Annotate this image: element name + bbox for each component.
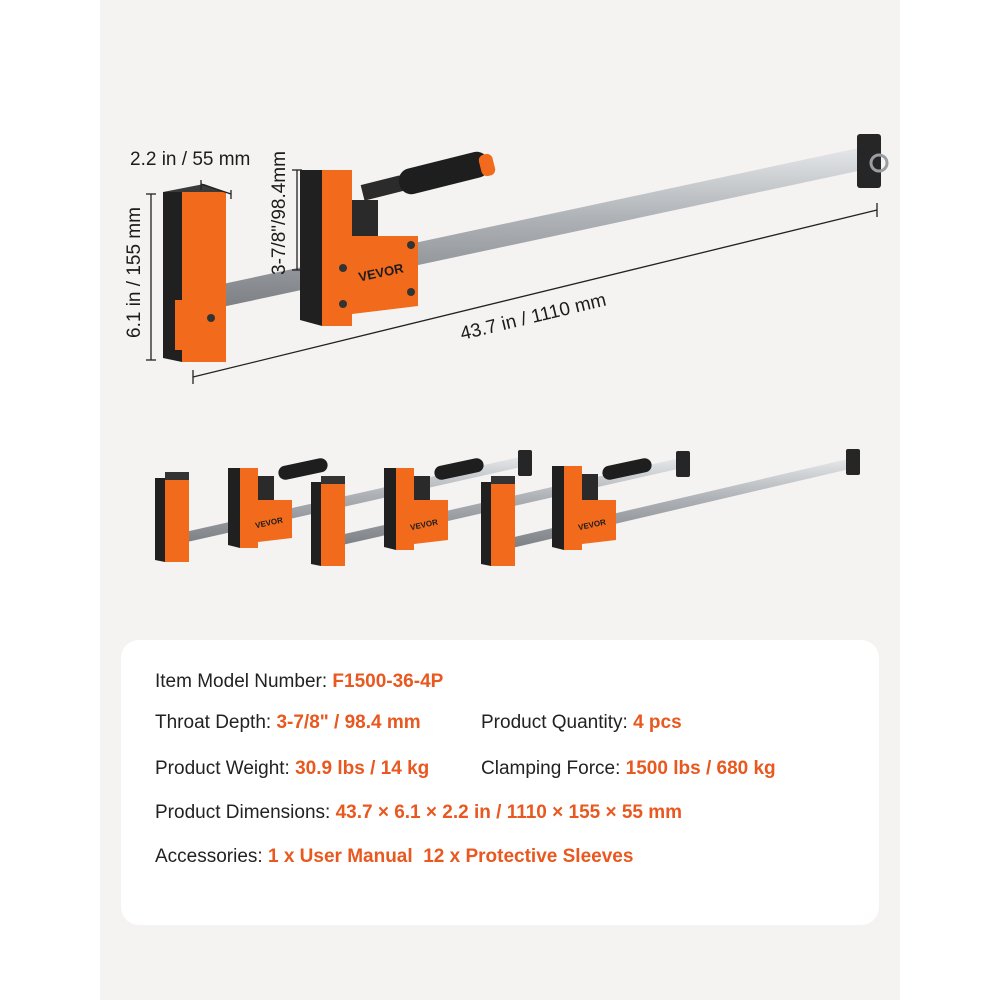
spec-throat-depth	[155, 712, 421, 734]
movable-jaw	[300, 170, 418, 326]
spec-accessories	[155, 846, 633, 868]
brand-logo: VEVOR	[577, 517, 607, 533]
brand-logo: VEVOR	[254, 515, 284, 531]
clamp-handle	[361, 149, 497, 200]
spec-value: F1500-36-4P	[332, 671, 444, 692]
spec-value: 4 pcs	[633, 712, 682, 733]
spec-label: Product Quantity:	[481, 712, 634, 733]
spec-label: Clamping Force:	[481, 758, 626, 779]
spec-value: 1500 lbs / 680 kg	[625, 758, 776, 779]
spec-clamping-force	[481, 758, 776, 780]
spec-value: 1 x User Manual 12 x Protective Sleeves	[267, 846, 634, 867]
spec-model	[155, 671, 443, 693]
bar-end-stop	[857, 134, 887, 188]
dim-throat-depth: 3-7/8"/98.4mm	[269, 151, 290, 275]
spec-value: 43.7 × 6.1 × 2.2 in / 1110 × 155 × 55 mm	[335, 802, 683, 823]
dim-jaw-height: 6.1 in / 155 mm	[124, 207, 145, 338]
fixed-jaw	[163, 184, 226, 362]
spec-weight	[155, 758, 429, 780]
spec-label: Item Model Number:	[155, 671, 333, 692]
spec-label: Product Dimensions:	[155, 802, 336, 823]
spec-label: Accessories:	[155, 846, 268, 867]
dim-total-length: 43.7 in / 1110 mm	[458, 289, 609, 345]
spec-value: 30.9 lbs / 14 kg	[295, 758, 430, 779]
dim-jaw-width: 2.2 in / 55 mm	[130, 149, 251, 170]
spec-dimensions	[155, 802, 682, 824]
spec-value: 3-7/8" / 98.4 mm	[276, 712, 421, 733]
brand-logo: VEVOR	[357, 260, 405, 285]
brand-logo: VEVOR	[409, 517, 439, 533]
spec-label: Throat Depth:	[155, 712, 277, 733]
specs-card	[121, 640, 879, 925]
spec-label: Product Weight:	[155, 758, 296, 779]
spec-quantity	[481, 712, 682, 734]
